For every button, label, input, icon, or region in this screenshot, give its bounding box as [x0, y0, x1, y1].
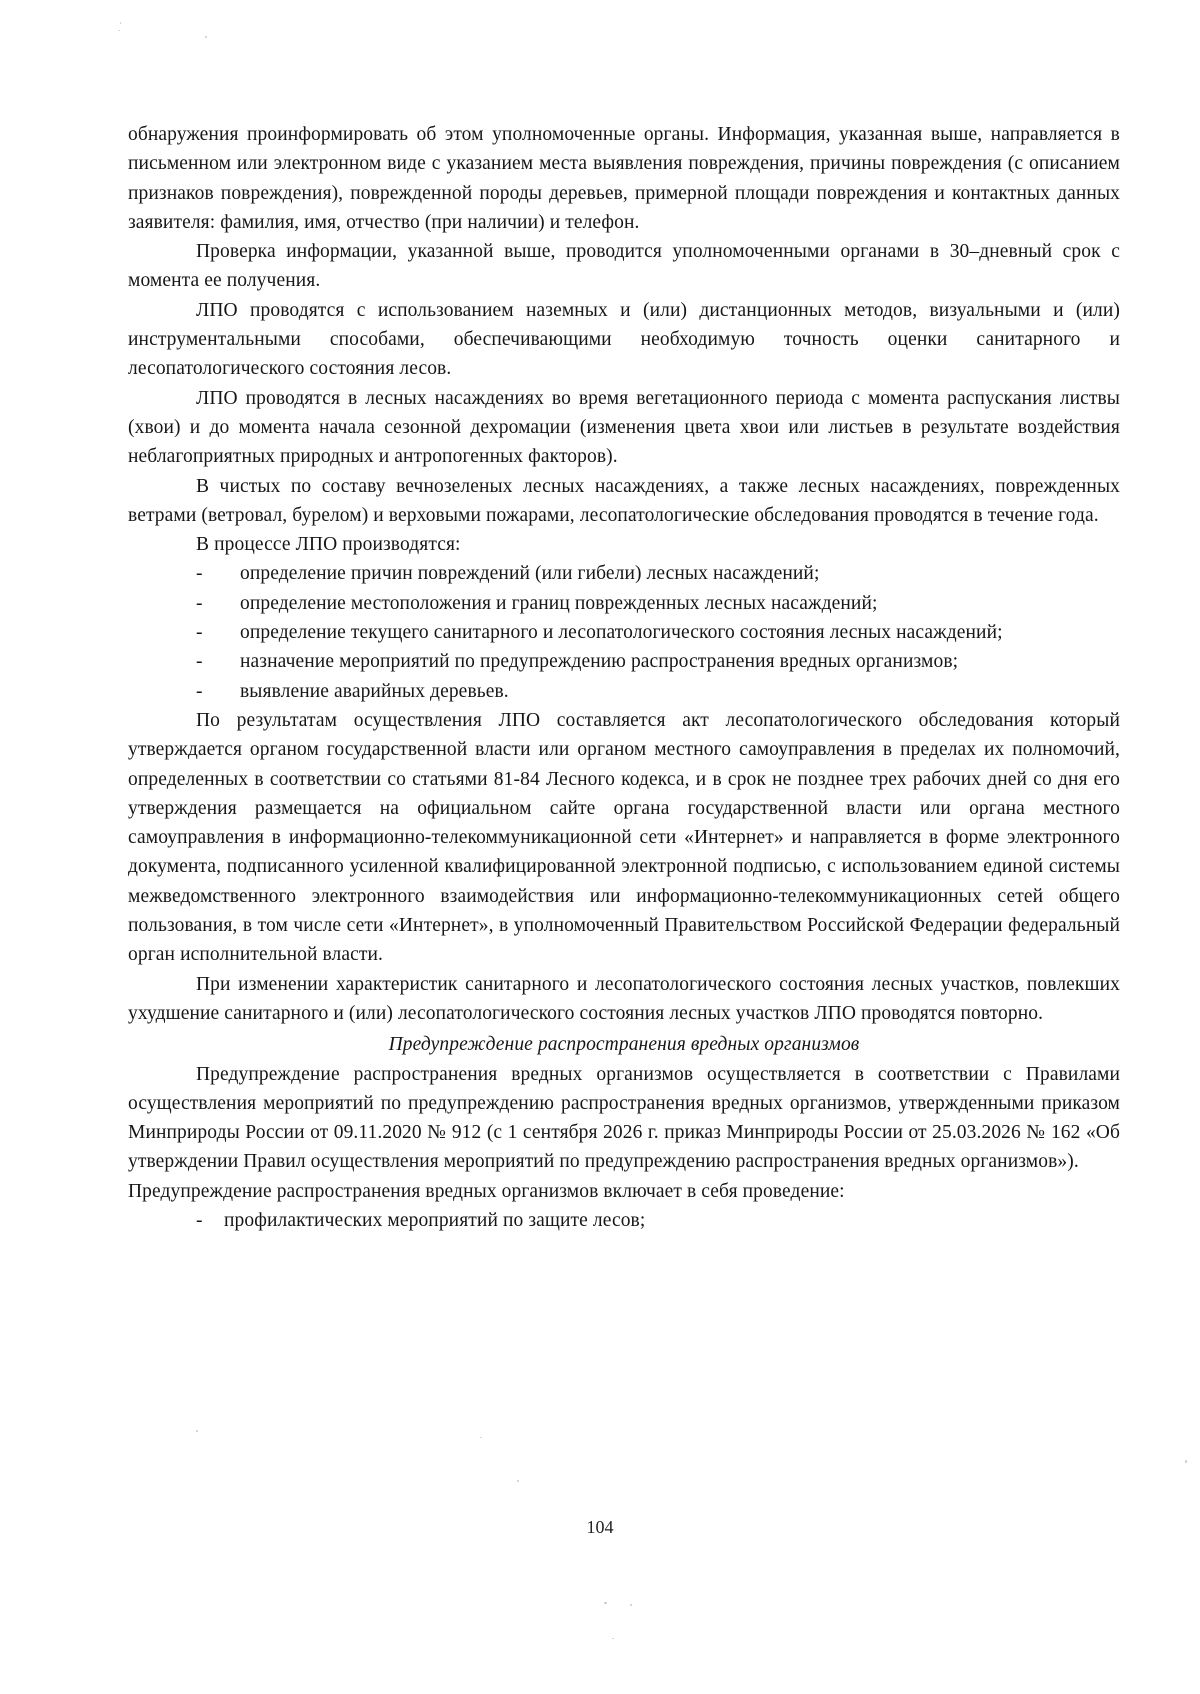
- list-marker: -: [196, 622, 203, 644]
- paragraph-info-check: Проверка информации, указанной выше, проводится уполномоченными органами в 30–дневный срок с момента ее получения.: [128, 241, 1120, 292]
- paragraph-lpo-season: ЛПО проводятся в лесных насаждениях во время вегетационного периода с момента распускания листвы (хвои) и до момента начала сезонной дехромации (изменения цвета хвои или листьев в результате воздействия неблагоприятных природных и антропогенных факторов).: [128, 387, 1120, 468]
- page-number: 104: [586, 1517, 614, 1537]
- scan-speck: [612, 1638, 614, 1639]
- list-marker: -: [196, 651, 203, 673]
- list-item-text: определение местоположения и границ поврежденных лесных насаждений;: [240, 592, 878, 614]
- list-marker: -: [196, 592, 203, 614]
- list-item-text: определение текущего санитарного и лесопатологического состояния лесных насаждений;: [240, 622, 1003, 644]
- paragraph-prevention-includes: Предупреждение распространения вредных организмов включает в себя проведение:: [128, 1180, 845, 1202]
- scan-speck: [630, 1604, 632, 1606]
- paragraph-evergreen: В чистых по составу вечнозеленых лесных насаждениях, а также лесных насаждениях, поврежденных ветрами (ветровал, бурелом) и верховыми пожарами, лесопатологические обследования проводятся в течение года.: [128, 475, 1120, 526]
- paragraph-repeat-lpo: При изменении характеристик санитарного и лесопатологического состояния лесных участков, повлекших ухудшение санитарного и (или) лесопатологического состояния лесных участков ЛПО проводятся повторно.: [128, 973, 1120, 1024]
- list-item: [128, 559, 1120, 588]
- list-item-text: профилактических мероприятий по защите лесов;: [224, 1209, 646, 1231]
- list-marker: -: [196, 680, 203, 702]
- list-marker: -: [196, 1209, 203, 1231]
- list-item: [128, 677, 1120, 706]
- paragraph-detection-report: обнаружения проинформировать об этом уполномоченные органы. Информация, указанная выше, направляется в письменном или электронном виде с указанием места выявления повреждения, причины повреждения (с описанием признаков повреждения), поврежденной породы деревьев, примерной площади повреждения и контактных данных заявителя: фамилия, имя, отчество (при наличии) и телефон.: [128, 124, 1120, 233]
- paragraph-lpo-results: По результатам осуществления ЛПО составляется акт лесопатологического обследования который утверждается органом государственной власти или органом местного самоуправления в пределах их полномочий, определенных в соответствии со статьями 81-84 Лесного кодекса, и в срок не позднее трех рабочих дней со дня его утверждения размещается на официальном сайте органа государственной власти или органа местного самоуправления в информационно-телекоммуникационной сети «Интернет» и направляется в форме электронного документа, подписанного усиленной квалифицированной электронной подписью, с использованием единой системы межведомственного электронного взаимодействия или информационно-телекоммуникационных сетей общего пользования, в том числе сети «Интернет», в уполномоченный Правительством Российской Федерации федеральный орган исполнительной власти.: [128, 709, 1120, 966]
- paragraph-lpo-methods: ЛПО проводятся с использованием наземных и (или) дистанционных методов, визуальными и (или) инструментальными способами, обеспечивающими необходимую точность оценки санитарного и лесопатологического состояния лесов.: [128, 299, 1120, 380]
- scan-speck: [196, 1430, 198, 1432]
- paragraph-lpo-process: В процессе ЛПО производятся:: [196, 534, 461, 556]
- scan-speck: [480, 1437, 482, 1438]
- scan-speck: [205, 36, 207, 38]
- scan-speck: [604, 1602, 607, 1604]
- list-item: [128, 1206, 1120, 1235]
- list-item: [128, 618, 1120, 647]
- section-heading: Предупреждение распространения вредных организмов: [388, 1034, 860, 1056]
- list-item-text: назначение мероприятий по предупреждению распространения вредных организмов;: [240, 651, 959, 673]
- list-item: [128, 647, 1120, 676]
- scan-speck: [1185, 1460, 1187, 1463]
- scan-speck: [120, 22, 121, 24]
- list-item: [128, 589, 1120, 618]
- scan-speck: [118, 30, 120, 31]
- list-item-text: выявление аварийных деревьев.: [240, 680, 509, 702]
- list-marker: -: [196, 563, 203, 585]
- document-body: [128, 120, 1120, 1235]
- paragraph-prevention-rules: Предупреждение распространения вредных организмов осуществляется в соответствии с Правилами осуществления мероприятий по предупреждению распространения вредных организмов, утвержденными приказом Минприроды России от 09.11.2020 № 912 (с 1 сентября 2026 г. приказ Минприроды России от 25.03.2026 № 162 «Об утверждении Правил осуществления мероприятий по предупреждению распространения вредных организмов»).: [128, 1063, 1120, 1173]
- scan-speck: [517, 1480, 519, 1482]
- list-item-text: определение причин повреждений (или гибели) лесных насаждений;: [240, 563, 820, 585]
